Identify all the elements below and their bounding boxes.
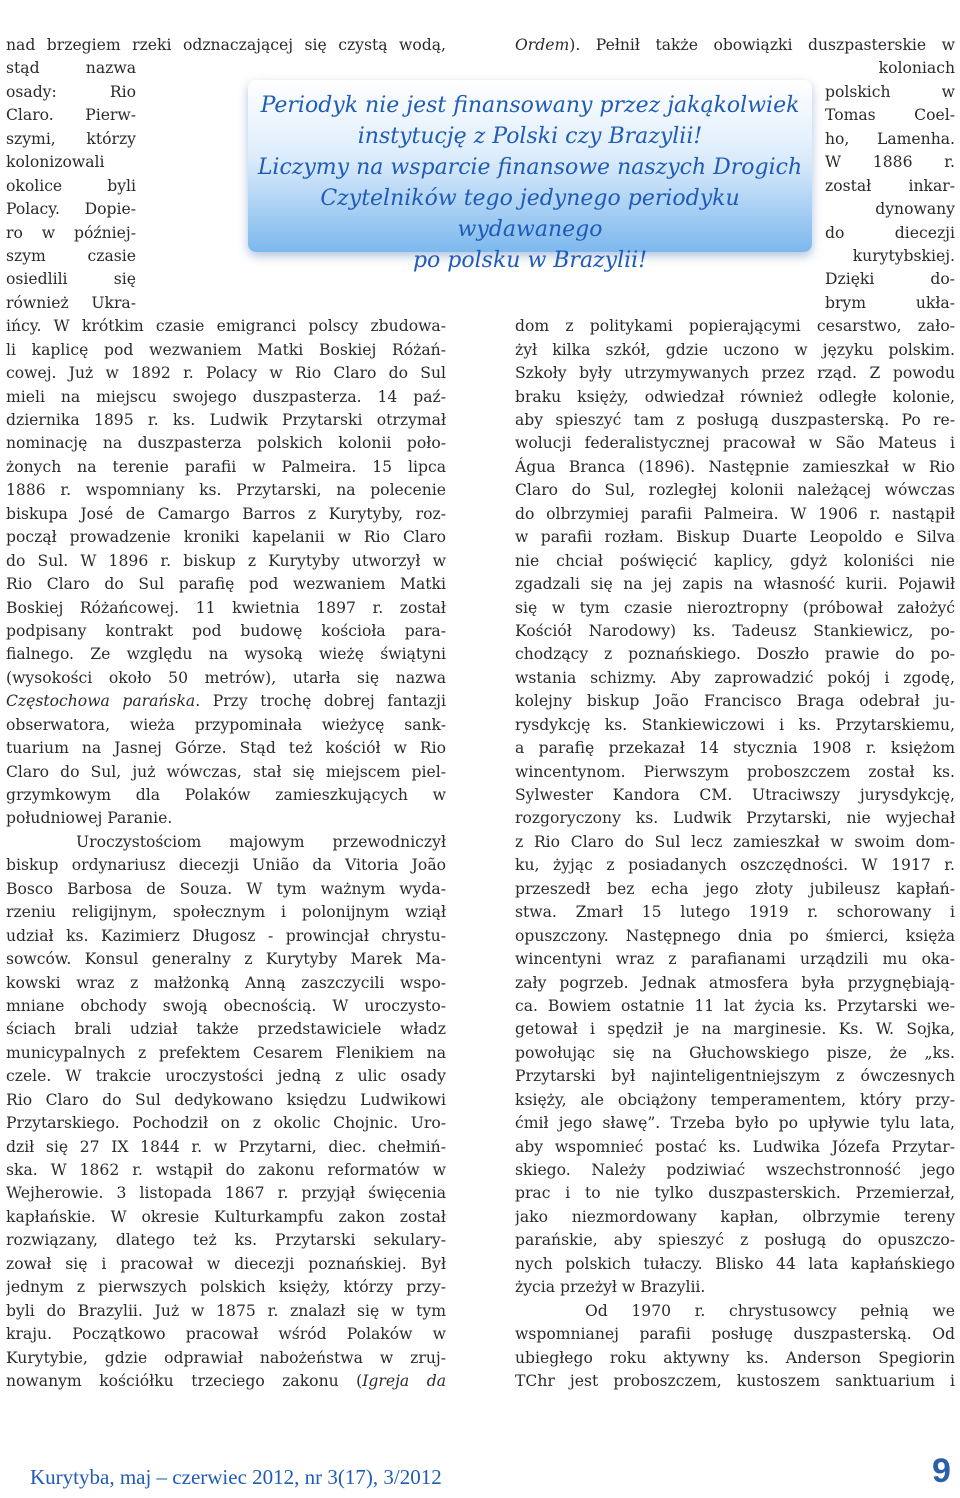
text-line: aby spieszyć tam z posługą duszpasterską. Po re- [515, 411, 955, 429]
text-line: municypalnych z prefektem Cesarem Flenikiem na [6, 1043, 446, 1062]
text-line: Claro do Sul, rozległej kolonii należącej wówczas [515, 481, 955, 500]
paragraph-first-line: Od 1970 r. chrystusowcy pełnią we [585, 1301, 955, 1320]
text-line: Rio Claro do Sul dedykowano księdzu Ludwikowi [6, 1090, 446, 1109]
text-line: Rio Claro do Sul parafię pod wezwaniem Matki [6, 575, 446, 594]
text-line: jako niezmordowany kapłan, olbrzymie tereny [515, 1207, 955, 1226]
text-line: do olbrzymiej parafii Palmeira. W 1906 r. nastąpił [515, 504, 955, 523]
text-line: wstania schizmy. Aby zaprowadzić pokój i zgodę, [515, 668, 955, 687]
text-line: zały pogrzeb. Jednak atmosfera była przygnębiają- [515, 973, 955, 992]
text-line: parańskie, aby spieszyć z posługą do opuszczo- [515, 1231, 955, 1250]
text-line: Sylwester Kandora CM. Utraciwszy jurysdykcję, [515, 786, 955, 804]
text-line-narrow: szymi, którzy [6, 129, 136, 148]
text-line: wspomnianej parafii posługę duszpasterską. Od [515, 1325, 955, 1344]
text-line: ćmił jego sławę”. Trzeba było po upływie tylu lata, [515, 1114, 955, 1133]
text-line: żonych na terenie parafii w Palmeira. 15 lipca [6, 457, 446, 476]
text-line-narrow: Tomas Coel- [825, 106, 955, 125]
text-line: Wejherowie. 3 listopada 1867 r. przyjął święcenia [6, 1184, 446, 1203]
text-line-narrow: do diecezji [825, 223, 955, 242]
banner-line: Liczymy na wsparcie finansowe naszych Drogich [257, 155, 803, 180]
text-line: TChr jest proboszczem, kustoszem sanktuarium i [515, 1371, 955, 1390]
text-line-narrow: został inkar- [825, 176, 955, 195]
text-line: Boskiej Różańcowej. 11 kwietnia 1897 r. został [6, 598, 446, 617]
text-line-narrow: polskich w [825, 82, 955, 101]
banner-line: instytucję z Polski czy Brazylii! [357, 124, 703, 149]
text-line: wincentynom. Pierwszym proboszczem został ks. [515, 762, 955, 781]
text-line: opuszczony. Następnego dnia po śmierci, księża [515, 926, 955, 945]
text-line: tuarium na Jasnej Górze. Stąd też kościół w Rio [6, 739, 446, 758]
text-line: Bosco Barbosa de Souza. W tym ważnym wyda- [6, 879, 446, 898]
text-line: dziernika 1895 r. ks. Ludwik Przytarski otrzymał [6, 411, 446, 429]
text-line: sowców. Konsul generalny z Kurytyby Marek Ma- [6, 950, 446, 969]
text-line: udział ks. Kazimierz Długosz - prowincjał chrystu- [6, 926, 446, 945]
text-line: rozwiązany, dlatego też ks. Przytarski sekulary- [6, 1231, 446, 1250]
text-line: nych polskich tułaczy. Blisko 44 lata kapłańskiego [515, 1254, 955, 1273]
text-line: rysdykcję ks. Stankiewiczowi i ks. Przytarskiemu, [515, 715, 955, 734]
text-line: ca. Bowiem ostatnie 11 lat życia ks. Przytarski we- [515, 996, 955, 1015]
banner-line: Czytelników tego jedynego periodyku wydawanego [320, 186, 740, 242]
text-line: nad brzegiem rzeki odznaczającej się czystą wodą, [6, 36, 446, 54]
text-line-narrow: Polacy. Dopie- [6, 200, 136, 219]
text-line: braku księży, odwiedzał również odległe kolonie, [515, 387, 955, 406]
text-line: 1886 r. wspomniany ks. Przytarski, na polecenie [6, 481, 446, 500]
text-line: w parafii rozłam. Biskup Duarte Leopoldo e Silva [515, 528, 955, 547]
text-line: ku, żyjąc z posiadanych oszczędności. W 1917 r. [515, 856, 955, 875]
text-line: rzeniu religijnym, społecznym i polonijnym wziął [6, 903, 446, 922]
text-line: dom z politykami popierającymi cesarstwo, zało- [515, 317, 955, 336]
text-line: ińcy. W krótkim czasie emigranci polscy zbudowa- [6, 317, 446, 336]
banner-line: Periodyk nie jest finansowany przez jakąkolwiek [260, 93, 800, 118]
banner-line: po polsku w Brazylii! [412, 248, 648, 273]
text-line-narrow: Dzięki do- [825, 270, 955, 289]
text-line: Kurytybie, gdzie odprawiał nabożeństwa w zruj- [6, 1348, 446, 1367]
text-line-narrow: kolonizowali [6, 153, 105, 172]
text-line: dził się 27 IX 1844 r. w Przytarni, diec. chełmiń- [6, 1137, 446, 1156]
text-line: Água Branca (1896). Następnie zamieszkał w Rio [515, 457, 955, 476]
text-line: księży, ale obciążony temperamentem, który przy- [515, 1090, 955, 1109]
text-line: grzymkowym dla Polaków zamieszkujących w [6, 786, 446, 804]
funding-appeal-banner [248, 80, 812, 273]
text-line-narrow: ho, Lamenha. [825, 129, 955, 148]
text-line: ubiegłego roku aktywny ks. Anderson Spegiorin [515, 1348, 955, 1367]
text-line: stwa. Zmarł 15 lutego 1919 r. schorowany i [515, 903, 955, 922]
text-line: skiego. Należy podziwiać wszechstronność jego [515, 1161, 955, 1179]
text-line: kowski wraz z małżonką Anną zaszczycili wspo- [6, 973, 446, 992]
italic-latin-name: Ordem [515, 36, 570, 54]
text-line: biskupa José de Camargo Barros z Kurytyby, roz- [6, 504, 446, 523]
text-line: nowanym kościółku trzeciego zakonu (Igreja da [6, 1371, 446, 1390]
text-line-narrow: stąd nazwa [6, 59, 136, 78]
italic-place-name: Częstochowa parańska [6, 692, 196, 711]
text-line-narrow: dynowany [875, 200, 955, 219]
text-line: kraju. Początkowo pracował wśród Polaków w [6, 1325, 446, 1344]
text-line: nominację na duszpasterza polskich kolonii poło- [6, 434, 446, 453]
text-line: kapłańskie. W okresie Kulturkampfu zakon został [6, 1207, 446, 1226]
banner-text [248, 90, 812, 276]
text-line: przeszedł bez echa jego złoty jubileusz kapłań- [515, 879, 955, 898]
text-line: obserwatora, wieża przypominała wieżycę sank- [6, 715, 446, 734]
text-line: li kaplicę pod wezwaniem Matki Boskiej Różań- [6, 340, 446, 359]
text-line-narrow: brym ukła- [825, 293, 955, 312]
text-line-narrow: koloniach [878, 59, 955, 78]
text-line: Przytarskiego. Pochodził on z okolic Chojnic. Uro- [6, 1114, 446, 1133]
text-line-narrow: ro w później- [6, 223, 136, 242]
text-line-narrow: kurytybskiej. [852, 246, 955, 265]
text-line-narrow: szym czasie [6, 246, 136, 265]
text-line: Szkoły były utrzymywanych przez rząd. Z powodu [515, 364, 955, 383]
text-line-narrow: osiedlili się [6, 270, 136, 289]
text-line: jednym z pierwszych polskich księży, którzy przy- [6, 1278, 446, 1297]
text-line: nie chciał poświęcić kaplicy, gdyż koloniści nie [515, 551, 955, 570]
text-line: począł prowadzenie kroniki kapelanii w Rio Claro [6, 528, 446, 547]
text-line: byli do Brazylii. Już w 1875 r. znalazł się w tym [6, 1301, 446, 1320]
text-line: a parafię przekazał 14 stycznia 1908 r. księżom [515, 739, 955, 758]
text-line: zgadzali się na jej zapis na własność kurii. Pojawił [515, 575, 955, 594]
text-line: powołując się na Głuchowskiego pisze, że „ks. [515, 1043, 955, 1062]
text-line: Claro do Sul, już wówczas, stał się miejscem piel- [6, 762, 446, 781]
text-line: Ordem). Pełnił także obowiązki duszpasterskie w [515, 36, 955, 54]
text-line: mieli na miejscu swojego duszpasterza. 14 paź- [6, 387, 446, 406]
text-line: Przytarski był najinteligentniejszym z ówczesnych [515, 1067, 955, 1086]
text-line: zował się i pracował w diecezji poznańskiej. Był [6, 1254, 446, 1273]
italic-latin-name: Igreja da [362, 1371, 446, 1390]
text-line-narrow: również Ukra- [6, 293, 136, 312]
text-line: południowej Paranie. [6, 809, 173, 828]
paragraph-first-line: Uroczystościom majowym przewodniczył [76, 832, 446, 851]
text-line: z Rio Claro do Sul lecz zamieszkał w swoim dom- [515, 832, 955, 851]
text-line: biskup ordynariusz diecezji União da Vitoria João [6, 856, 446, 875]
text-line: się w tym czasie nieroztropny (próbował założyć [515, 598, 955, 617]
issue-footer: Kurytyba, maj – czerwiec 2012, nr 3(17), 3/2012 [30, 1465, 442, 1489]
text-line: rozgoryczony ks. Ludwik Przytarski, nie wyjechał [515, 809, 955, 828]
text-line-narrow: osady: Rio [6, 82, 136, 101]
text-line: do Sul. W 1896 r. biskup z Kurytyby utworzył w [6, 551, 446, 570]
text-line: mniane obchody swoją obecnością. W uroczysto- [6, 996, 446, 1015]
text-line: Częstochowa parańska. Przy trochę dobrej fantazji [6, 692, 446, 711]
text-line: wolucji federalistycznej pracował w São Mateus i [515, 434, 955, 453]
text-line: życia przeżył w Brazylii. [515, 1278, 706, 1297]
text-line: wincentyni wraz z parafianami urządzili mu oka- [515, 950, 955, 969]
text-line: ściach brali udział także przedstawiciele władz [6, 1020, 446, 1039]
text-line-narrow: Claro. Pierw- [6, 106, 136, 125]
text-line: chodzący z poznańskiego. Doszło prawie do po- [515, 645, 955, 664]
text-line: prac i to nie tylko duszpasterskich. Przemierzał, [515, 1184, 955, 1203]
text-line: cowej. Już w 1892 r. Polacy w Rio Claro do Sul [6, 364, 446, 383]
text-line: ska. W 1862 r. wstąpił do zakonu reformatów w [6, 1161, 446, 1179]
text-line-narrow: W 1886 r. [825, 153, 955, 172]
text-line: czele. W trakcie uroczystości jedną z ulic osady [6, 1067, 446, 1086]
text-line: żył kilka szkół, gdzie uczono w języku polskim. [515, 340, 955, 359]
text-line: aby wspomnieć postać ks. Ludwika Józefa Przytar- [515, 1137, 955, 1156]
text-line: fialnego. Ze względu na wysoką wieżę świątyni [6, 645, 446, 664]
text-line: getował i spędził je na marginesie. Ks. W. Sojka, [515, 1020, 955, 1039]
text-line: Kościół Narodowy) ks. Tadeusz Stankiewicz, po- [515, 621, 955, 640]
text-line: podpisany kontrakt pod budowę kościoła para- [6, 621, 446, 640]
text-line: kolejny biskup João Francisco Braga odebrał ju- [515, 692, 955, 711]
text-line-narrow: okolice byli [6, 176, 136, 195]
page-number: 9 [932, 1452, 951, 1490]
text-line: (wysokości około 50 metrów), utarła się nazwa [6, 668, 446, 687]
